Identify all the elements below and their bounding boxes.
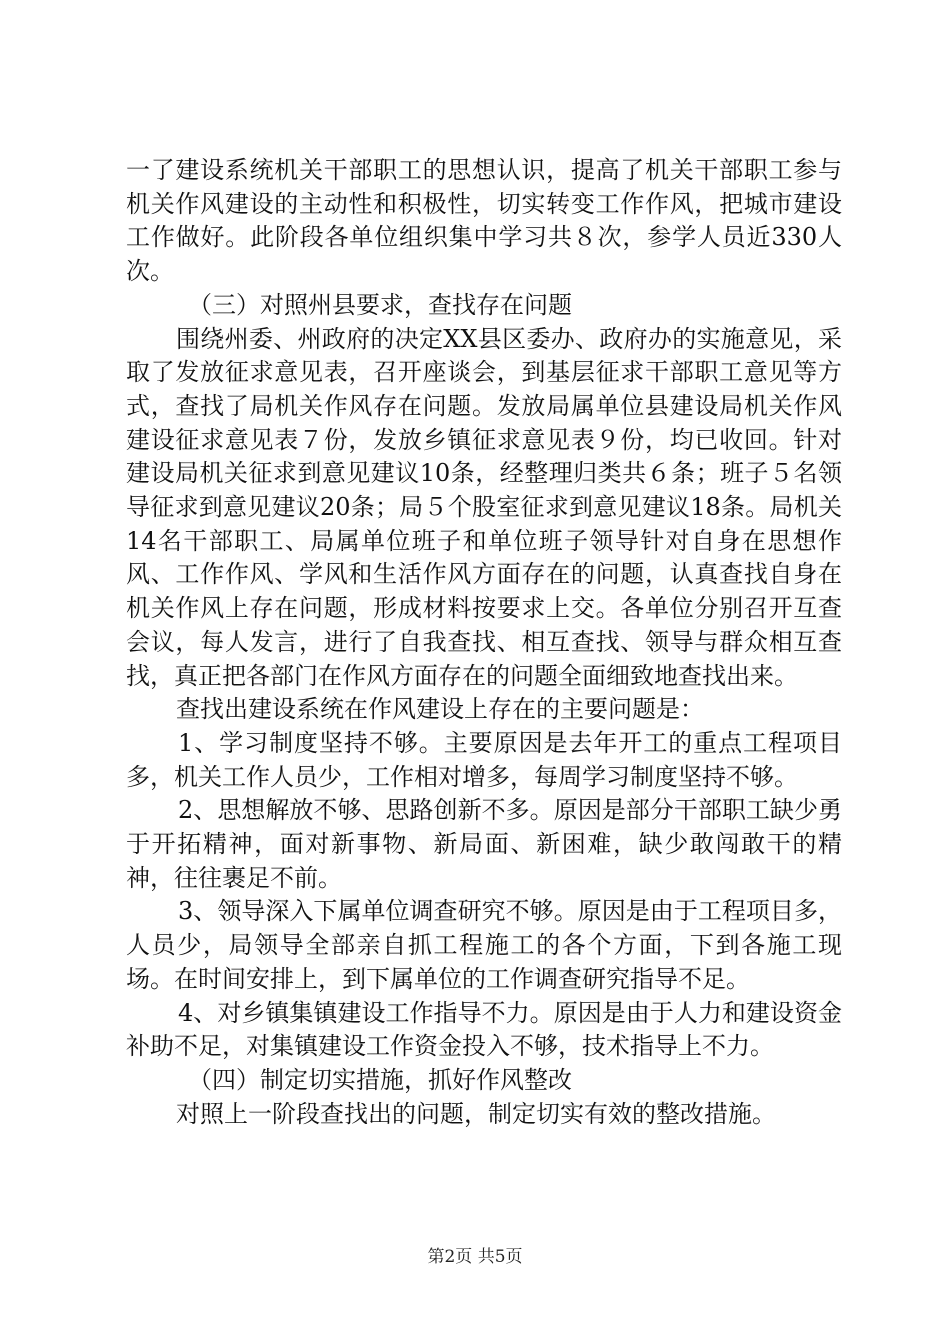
section-heading-3: （三）对照州县要求，查找存在问题 (188, 290, 572, 319)
problem-item-4: 4、对乡镇集镇建设工作指导不力。原因是由于人力和建设资金补助不足，对集镇建设工作资金投入不够，技术指导上不力。 (126, 998, 842, 1061)
paragraph-problems-intro: 查找出建设系统在作风建设上存在的主要问题是： (176, 695, 704, 724)
problem-item-3: 3、领导深入下属单位调查研究不够。原因是由于工程项目多，人员少，局领导全部亲自抓工程施工的各个方面，下到各施工现场。在时间安排上，到下属单位的工作调查研究指导不足。 (126, 897, 842, 993)
paragraph-investigation: 围绕州委、州政府的决定XX县区委办、政府办的实施意见，采取了发放征求意见表，召开座谈会，到基层征求干部职工意见等方式，查找了局机关作风存在问题。发放局属单位县建设局机关作风建设征求意见表７份，发放乡镇征求意见表９份，均已收回。针对建设局机关征求到意见建议10条，经整理归类共６条；班子５名领导征求到意见建议20条；局５个股室征求到意见建议18条。局机关14名干部职工、局属单位班子和单位班子领导针对自身在思想作风、工作作风、学风和生活作风方面存在的问题，认真查找自身在机关作风上存在问题，形成材料按要求上交。各单位分别召开互查会议，每人发言，进行了自我查找、相互查找、领导与群众相互查找，真正把各部门在作风方面存在的问题全面细致地查找出来。 (126, 324, 842, 690)
paragraph-measures: 对照上一阶段查找出的问题，制定切实有效的整改措施。 (176, 1099, 776, 1128)
problem-item-1: 1、学习制度坚持不够。主要原因是去年开工的重点工程项目多，机关工作人员少，工作相对增多，每周学习制度坚持不够。 (126, 728, 842, 791)
problem-item-2: 2、思想解放不够、思路创新不多。原因是部分干部职工缺少勇于开拓精神，面对新事物、新局面、新困难，缺少敢闯敢干的精神，往往裹足不前。 (126, 796, 842, 892)
page-footer: 第2页 共5页 (427, 1247, 523, 1267)
document-body (126, 154, 842, 1131)
paragraph-continuation: 一了建设系统机关干部职工的思想认识，提高了机关干部职工参与机关作风建设的主动性和积极性，切实转变工作作风，把城市建设工作做好。此阶段各单位组织集中学习共８次，参学人员近330人次。 (126, 156, 842, 286)
section-heading-4: （四）制定切实措施，抓好作风整改 (188, 1065, 572, 1094)
